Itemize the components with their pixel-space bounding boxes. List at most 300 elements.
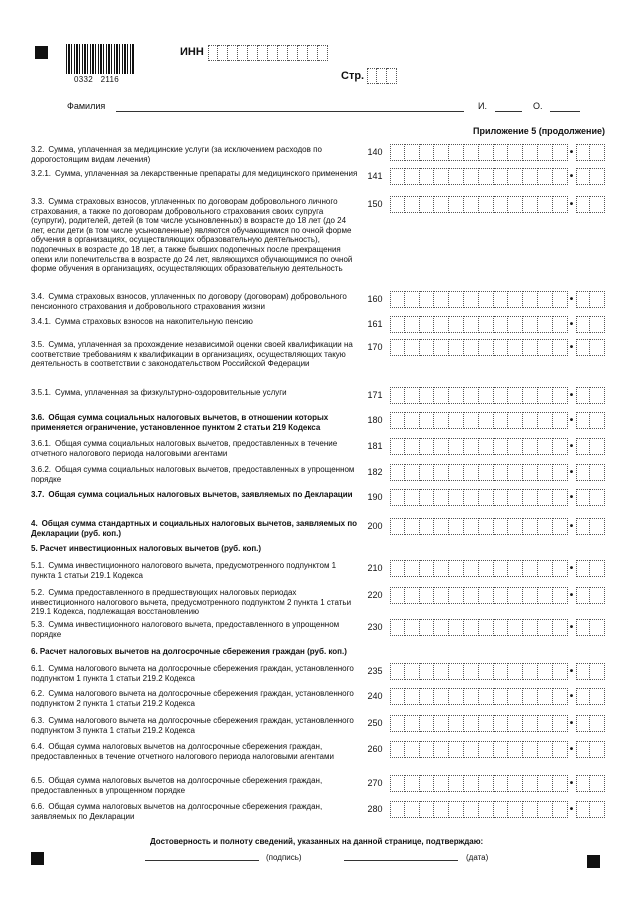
digit-cell[interactable] bbox=[228, 45, 238, 61]
digit-cell[interactable] bbox=[208, 45, 218, 61]
digit-cell[interactable] bbox=[390, 291, 405, 308]
digit-cell[interactable] bbox=[308, 45, 318, 61]
digit-cell[interactable] bbox=[390, 438, 405, 455]
digit-cell[interactable] bbox=[464, 387, 479, 404]
digit-cell[interactable] bbox=[449, 715, 464, 732]
digit-cell[interactable] bbox=[494, 489, 509, 506]
kopeck-cell[interactable] bbox=[590, 688, 605, 705]
digit-cell[interactable] bbox=[479, 587, 494, 604]
digit-cell[interactable] bbox=[434, 587, 449, 604]
digit-cell[interactable] bbox=[405, 560, 420, 577]
amount-field[interactable] bbox=[390, 741, 605, 758]
digit-cell[interactable] bbox=[464, 438, 479, 455]
digit-cell[interactable] bbox=[390, 316, 405, 333]
digit-cell[interactable] bbox=[390, 518, 405, 535]
digit-cell[interactable] bbox=[464, 715, 479, 732]
digit-cell[interactable] bbox=[420, 438, 435, 455]
kopeck-cell[interactable] bbox=[576, 801, 591, 818]
digit-cell[interactable] bbox=[449, 489, 464, 506]
amount-field[interactable] bbox=[390, 775, 605, 792]
digit-cell[interactable] bbox=[449, 387, 464, 404]
amount-field[interactable] bbox=[390, 663, 605, 680]
amount-field[interactable] bbox=[390, 715, 605, 732]
digit-cell[interactable] bbox=[508, 339, 523, 356]
digit-cell[interactable] bbox=[390, 339, 405, 356]
digit-cell[interactable] bbox=[420, 464, 435, 481]
digit-cell[interactable] bbox=[479, 715, 494, 732]
digit-cell[interactable] bbox=[464, 741, 479, 758]
digit-cell[interactable] bbox=[449, 688, 464, 705]
kopeck-cell[interactable] bbox=[590, 291, 605, 308]
digit-cell[interactable] bbox=[479, 619, 494, 636]
digit-cell[interactable] bbox=[553, 464, 568, 481]
kopeck-cell[interactable] bbox=[590, 316, 605, 333]
digit-cell[interactable] bbox=[420, 489, 435, 506]
digit-cell[interactable] bbox=[553, 168, 568, 185]
kopeck-cell[interactable] bbox=[576, 688, 591, 705]
digit-cell[interactable] bbox=[508, 619, 523, 636]
digit-cell[interactable] bbox=[538, 438, 553, 455]
digit-cell[interactable] bbox=[553, 518, 568, 535]
kopeck-cell[interactable] bbox=[576, 339, 591, 356]
kopeck-cell[interactable] bbox=[590, 144, 605, 161]
digit-cell[interactable] bbox=[479, 688, 494, 705]
digit-cell[interactable] bbox=[508, 196, 523, 213]
digit-cell[interactable] bbox=[494, 316, 509, 333]
digit-cell[interactable] bbox=[420, 168, 435, 185]
digit-cell[interactable] bbox=[538, 144, 553, 161]
digit-cell[interactable] bbox=[464, 339, 479, 356]
digit-cell[interactable] bbox=[508, 801, 523, 818]
digit-cell[interactable] bbox=[405, 775, 420, 792]
digit-cell[interactable] bbox=[479, 144, 494, 161]
digit-cell[interactable] bbox=[538, 518, 553, 535]
digit-cell[interactable] bbox=[523, 438, 538, 455]
digit-cell[interactable] bbox=[479, 489, 494, 506]
digit-cell[interactable] bbox=[449, 316, 464, 333]
digit-cell[interactable] bbox=[390, 168, 405, 185]
digit-cell[interactable] bbox=[390, 560, 405, 577]
digit-cell[interactable] bbox=[553, 775, 568, 792]
digit-cell[interactable] bbox=[268, 45, 278, 61]
kopeck-cell[interactable] bbox=[590, 196, 605, 213]
digit-cell[interactable] bbox=[464, 412, 479, 429]
digit-cell[interactable] bbox=[479, 387, 494, 404]
digit-cell[interactable] bbox=[494, 387, 509, 404]
digit-cell[interactable] bbox=[494, 339, 509, 356]
digit-cell[interactable] bbox=[538, 619, 553, 636]
digit-cell[interactable] bbox=[405, 518, 420, 535]
digit-cell[interactable] bbox=[508, 168, 523, 185]
digit-cell[interactable] bbox=[449, 663, 464, 680]
digit-cell[interactable] bbox=[434, 518, 449, 535]
digit-cell[interactable] bbox=[538, 387, 553, 404]
kopeck-cell[interactable] bbox=[590, 339, 605, 356]
digit-cell[interactable] bbox=[390, 741, 405, 758]
digit-cell[interactable] bbox=[538, 663, 553, 680]
digit-cell[interactable] bbox=[420, 144, 435, 161]
digit-cell[interactable] bbox=[553, 663, 568, 680]
digit-cell[interactable] bbox=[523, 715, 538, 732]
kopeck-cell[interactable] bbox=[590, 715, 605, 732]
digit-cell[interactable] bbox=[390, 801, 405, 818]
digit-cell[interactable] bbox=[523, 291, 538, 308]
digit-cell[interactable] bbox=[553, 688, 568, 705]
digit-cell[interactable] bbox=[390, 464, 405, 481]
digit-cell[interactable] bbox=[464, 316, 479, 333]
digit-cell[interactable] bbox=[288, 45, 298, 61]
digit-cell[interactable] bbox=[464, 464, 479, 481]
kopeck-cell[interactable] bbox=[576, 489, 591, 506]
kopeck-cell[interactable] bbox=[576, 587, 591, 604]
initial-o-line[interactable] bbox=[550, 111, 580, 112]
digit-cell[interactable] bbox=[523, 775, 538, 792]
digit-cell[interactable] bbox=[405, 741, 420, 758]
amount-field[interactable] bbox=[390, 587, 605, 604]
digit-cell[interactable] bbox=[420, 587, 435, 604]
digit-cell[interactable] bbox=[248, 45, 258, 61]
digit-cell[interactable] bbox=[420, 412, 435, 429]
kopeck-cell[interactable] bbox=[576, 412, 591, 429]
digit-cell[interactable] bbox=[553, 741, 568, 758]
digit-cell[interactable] bbox=[508, 560, 523, 577]
digit-cell[interactable] bbox=[479, 196, 494, 213]
digit-cell[interactable] bbox=[553, 291, 568, 308]
digit-cell[interactable] bbox=[479, 464, 494, 481]
digit-cell[interactable] bbox=[449, 144, 464, 161]
digit-cell[interactable] bbox=[538, 412, 553, 429]
digit-cell[interactable] bbox=[449, 619, 464, 636]
digit-cell[interactable] bbox=[508, 715, 523, 732]
digit-cell[interactable] bbox=[553, 489, 568, 506]
kopeck-cell[interactable] bbox=[590, 518, 605, 535]
digit-cell[interactable] bbox=[405, 489, 420, 506]
digit-cell[interactable] bbox=[434, 438, 449, 455]
digit-cell[interactable] bbox=[405, 168, 420, 185]
digit-cell[interactable] bbox=[420, 316, 435, 333]
digit-cell[interactable] bbox=[494, 619, 509, 636]
kopeck-cell[interactable] bbox=[590, 560, 605, 577]
digit-cell[interactable] bbox=[479, 518, 494, 535]
digit-cell[interactable] bbox=[420, 663, 435, 680]
digit-cell[interactable] bbox=[494, 144, 509, 161]
digit-cell[interactable] bbox=[553, 619, 568, 636]
digit-cell[interactable] bbox=[508, 518, 523, 535]
digit-cell[interactable] bbox=[405, 196, 420, 213]
digit-cell[interactable] bbox=[479, 339, 494, 356]
amount-field[interactable] bbox=[390, 518, 605, 535]
kopeck-cell[interactable] bbox=[576, 518, 591, 535]
digit-cell[interactable] bbox=[464, 587, 479, 604]
kopeck-cell[interactable] bbox=[576, 741, 591, 758]
digit-cell[interactable] bbox=[479, 663, 494, 680]
digit-cell[interactable] bbox=[434, 144, 449, 161]
digit-cell[interactable] bbox=[508, 688, 523, 705]
digit-cell[interactable] bbox=[553, 801, 568, 818]
amount-field[interactable] bbox=[390, 144, 605, 161]
digit-cell[interactable] bbox=[553, 196, 568, 213]
kopeck-cell[interactable] bbox=[590, 412, 605, 429]
digit-cell[interactable] bbox=[464, 775, 479, 792]
digit-cell[interactable] bbox=[494, 464, 509, 481]
digit-cell[interactable] bbox=[434, 464, 449, 481]
digit-cell[interactable] bbox=[434, 741, 449, 758]
kopeck-cell[interactable] bbox=[576, 663, 591, 680]
digit-cell[interactable] bbox=[508, 464, 523, 481]
digit-cell[interactable] bbox=[464, 489, 479, 506]
amount-field[interactable] bbox=[390, 387, 605, 404]
digit-cell[interactable] bbox=[420, 196, 435, 213]
digit-cell[interactable] bbox=[390, 412, 405, 429]
kopeck-cell[interactable] bbox=[576, 619, 591, 636]
digit-cell[interactable] bbox=[538, 464, 553, 481]
digit-cell[interactable] bbox=[434, 339, 449, 356]
digit-cell[interactable] bbox=[538, 316, 553, 333]
digit-cell[interactable] bbox=[523, 587, 538, 604]
amount-field[interactable] bbox=[390, 291, 605, 308]
signature-line[interactable] bbox=[145, 860, 259, 861]
digit-cell[interactable] bbox=[405, 291, 420, 308]
digit-cell[interactable] bbox=[508, 291, 523, 308]
initial-i-line[interactable] bbox=[495, 111, 522, 112]
digit-cell[interactable] bbox=[494, 560, 509, 577]
digit-cell[interactable] bbox=[479, 412, 494, 429]
amount-field[interactable] bbox=[390, 801, 605, 818]
amount-field[interactable] bbox=[390, 619, 605, 636]
amount-field[interactable] bbox=[390, 489, 605, 506]
digit-cell[interactable] bbox=[434, 489, 449, 506]
digit-cell[interactable] bbox=[434, 387, 449, 404]
digit-cell[interactable] bbox=[449, 196, 464, 213]
digit-cell[interactable] bbox=[464, 801, 479, 818]
kopeck-cell[interactable] bbox=[590, 387, 605, 404]
digit-cell[interactable] bbox=[523, 316, 538, 333]
digit-cell[interactable] bbox=[464, 619, 479, 636]
digit-cell[interactable] bbox=[434, 688, 449, 705]
digit-cell[interactable] bbox=[464, 196, 479, 213]
digit-cell[interactable] bbox=[434, 801, 449, 818]
digit-cell[interactable] bbox=[523, 144, 538, 161]
digit-cell[interactable] bbox=[508, 387, 523, 404]
digit-cell[interactable] bbox=[523, 489, 538, 506]
digit-cell[interactable] bbox=[538, 688, 553, 705]
digit-cell[interactable] bbox=[434, 168, 449, 185]
digit-cell[interactable] bbox=[538, 291, 553, 308]
amount-field[interactable] bbox=[390, 464, 605, 481]
digit-cell[interactable] bbox=[479, 801, 494, 818]
digit-cell[interactable] bbox=[523, 663, 538, 680]
digit-cell[interactable] bbox=[449, 339, 464, 356]
digit-cell[interactable] bbox=[538, 196, 553, 213]
digit-cell[interactable] bbox=[405, 412, 420, 429]
digit-cell[interactable] bbox=[523, 196, 538, 213]
digit-cell[interactable] bbox=[318, 45, 328, 61]
digit-cell[interactable] bbox=[420, 801, 435, 818]
digit-cell[interactable] bbox=[494, 715, 509, 732]
digit-cell[interactable] bbox=[390, 775, 405, 792]
digit-cell[interactable] bbox=[390, 619, 405, 636]
amount-field[interactable] bbox=[390, 196, 605, 213]
digit-cell[interactable] bbox=[420, 339, 435, 356]
amount-field[interactable] bbox=[390, 168, 605, 185]
amount-field[interactable] bbox=[390, 438, 605, 455]
amount-field[interactable] bbox=[390, 339, 605, 356]
digit-cell[interactable] bbox=[538, 168, 553, 185]
digit-cell[interactable] bbox=[434, 560, 449, 577]
digit-cell[interactable] bbox=[449, 775, 464, 792]
digit-cell[interactable] bbox=[434, 619, 449, 636]
digit-cell[interactable] bbox=[523, 741, 538, 758]
digit-cell[interactable] bbox=[405, 438, 420, 455]
kopeck-cell[interactable] bbox=[576, 438, 591, 455]
digit-cell[interactable] bbox=[494, 688, 509, 705]
digit-cell[interactable] bbox=[434, 316, 449, 333]
kopeck-cell[interactable] bbox=[590, 168, 605, 185]
amount-field[interactable] bbox=[390, 688, 605, 705]
digit-cell[interactable] bbox=[405, 387, 420, 404]
digit-cell[interactable] bbox=[449, 587, 464, 604]
digit-cell[interactable] bbox=[508, 316, 523, 333]
digit-cell[interactable] bbox=[494, 587, 509, 604]
digit-cell[interactable] bbox=[420, 387, 435, 404]
digit-cell[interactable] bbox=[298, 45, 308, 61]
digit-cell[interactable] bbox=[553, 560, 568, 577]
digit-cell[interactable] bbox=[420, 741, 435, 758]
digit-cell[interactable] bbox=[420, 775, 435, 792]
digit-cell[interactable] bbox=[420, 688, 435, 705]
digit-cell[interactable] bbox=[523, 412, 538, 429]
digit-cell[interactable] bbox=[377, 68, 387, 84]
digit-cell[interactable] bbox=[479, 741, 494, 758]
digit-cell[interactable] bbox=[464, 688, 479, 705]
digit-cell[interactable] bbox=[464, 168, 479, 185]
kopeck-cell[interactable] bbox=[576, 715, 591, 732]
digit-cell[interactable] bbox=[449, 518, 464, 535]
kopeck-cell[interactable] bbox=[576, 168, 591, 185]
digit-cell[interactable] bbox=[508, 663, 523, 680]
digit-cell[interactable] bbox=[405, 715, 420, 732]
digit-cell[interactable] bbox=[508, 741, 523, 758]
digit-cell[interactable] bbox=[405, 316, 420, 333]
digit-cell[interactable] bbox=[405, 801, 420, 818]
digit-cell[interactable] bbox=[258, 45, 268, 61]
digit-cell[interactable] bbox=[449, 741, 464, 758]
digit-cell[interactable] bbox=[434, 291, 449, 308]
digit-cell[interactable] bbox=[434, 412, 449, 429]
digit-cell[interactable] bbox=[420, 715, 435, 732]
inn-field[interactable] bbox=[208, 45, 328, 61]
digit-cell[interactable] bbox=[494, 801, 509, 818]
kopeck-cell[interactable] bbox=[576, 464, 591, 481]
digit-cell[interactable] bbox=[494, 412, 509, 429]
digit-cell[interactable] bbox=[420, 291, 435, 308]
digit-cell[interactable] bbox=[523, 339, 538, 356]
digit-cell[interactable] bbox=[464, 518, 479, 535]
digit-cell[interactable] bbox=[449, 291, 464, 308]
page-number-field[interactable] bbox=[367, 68, 397, 84]
digit-cell[interactable] bbox=[508, 438, 523, 455]
digit-cell[interactable] bbox=[238, 45, 248, 61]
digit-cell[interactable] bbox=[523, 619, 538, 636]
digit-cell[interactable] bbox=[434, 715, 449, 732]
digit-cell[interactable] bbox=[278, 45, 288, 61]
digit-cell[interactable] bbox=[405, 464, 420, 481]
digit-cell[interactable] bbox=[523, 560, 538, 577]
digit-cell[interactable] bbox=[494, 663, 509, 680]
kopeck-cell[interactable] bbox=[590, 619, 605, 636]
digit-cell[interactable] bbox=[553, 438, 568, 455]
digit-cell[interactable] bbox=[479, 560, 494, 577]
digit-cell[interactable] bbox=[390, 387, 405, 404]
digit-cell[interactable] bbox=[390, 688, 405, 705]
digit-cell[interactable] bbox=[449, 168, 464, 185]
digit-cell[interactable] bbox=[434, 775, 449, 792]
amount-field[interactable] bbox=[390, 560, 605, 577]
digit-cell[interactable] bbox=[405, 663, 420, 680]
digit-cell[interactable] bbox=[218, 45, 228, 61]
digit-cell[interactable] bbox=[494, 291, 509, 308]
digit-cell[interactable] bbox=[538, 587, 553, 604]
date-line[interactable] bbox=[344, 860, 458, 861]
kopeck-cell[interactable] bbox=[576, 775, 591, 792]
digit-cell[interactable] bbox=[538, 715, 553, 732]
digit-cell[interactable] bbox=[538, 801, 553, 818]
digit-cell[interactable] bbox=[508, 489, 523, 506]
digit-cell[interactable] bbox=[449, 412, 464, 429]
digit-cell[interactable] bbox=[553, 715, 568, 732]
digit-cell[interactable] bbox=[479, 291, 494, 308]
digit-cell[interactable] bbox=[553, 587, 568, 604]
digit-cell[interactable] bbox=[390, 489, 405, 506]
digit-cell[interactable] bbox=[390, 663, 405, 680]
digit-cell[interactable] bbox=[390, 196, 405, 213]
digit-cell[interactable] bbox=[523, 801, 538, 818]
digit-cell[interactable] bbox=[464, 291, 479, 308]
digit-cell[interactable] bbox=[553, 316, 568, 333]
digit-cell[interactable] bbox=[367, 68, 377, 84]
digit-cell[interactable] bbox=[508, 144, 523, 161]
digit-cell[interactable] bbox=[405, 339, 420, 356]
kopeck-cell[interactable] bbox=[590, 663, 605, 680]
kopeck-cell[interactable] bbox=[590, 464, 605, 481]
kopeck-cell[interactable] bbox=[590, 438, 605, 455]
kopeck-cell[interactable] bbox=[590, 801, 605, 818]
digit-cell[interactable] bbox=[553, 144, 568, 161]
digit-cell[interactable] bbox=[538, 560, 553, 577]
kopeck-cell[interactable] bbox=[590, 741, 605, 758]
digit-cell[interactable] bbox=[494, 741, 509, 758]
kopeck-cell[interactable] bbox=[590, 775, 605, 792]
digit-cell[interactable] bbox=[523, 387, 538, 404]
digit-cell[interactable] bbox=[494, 168, 509, 185]
digit-cell[interactable] bbox=[390, 587, 405, 604]
digit-cell[interactable] bbox=[405, 144, 420, 161]
digit-cell[interactable] bbox=[390, 715, 405, 732]
digit-cell[interactable] bbox=[494, 775, 509, 792]
kopeck-cell[interactable] bbox=[576, 291, 591, 308]
digit-cell[interactable] bbox=[420, 560, 435, 577]
digit-cell[interactable] bbox=[449, 560, 464, 577]
digit-cell[interactable] bbox=[479, 316, 494, 333]
digit-cell[interactable] bbox=[449, 801, 464, 818]
digit-cell[interactable] bbox=[434, 663, 449, 680]
digit-cell[interactable] bbox=[553, 412, 568, 429]
digit-cell[interactable] bbox=[405, 619, 420, 636]
digit-cell[interactable] bbox=[494, 438, 509, 455]
digit-cell[interactable] bbox=[420, 619, 435, 636]
digit-cell[interactable] bbox=[434, 196, 449, 213]
digit-cell[interactable] bbox=[464, 663, 479, 680]
